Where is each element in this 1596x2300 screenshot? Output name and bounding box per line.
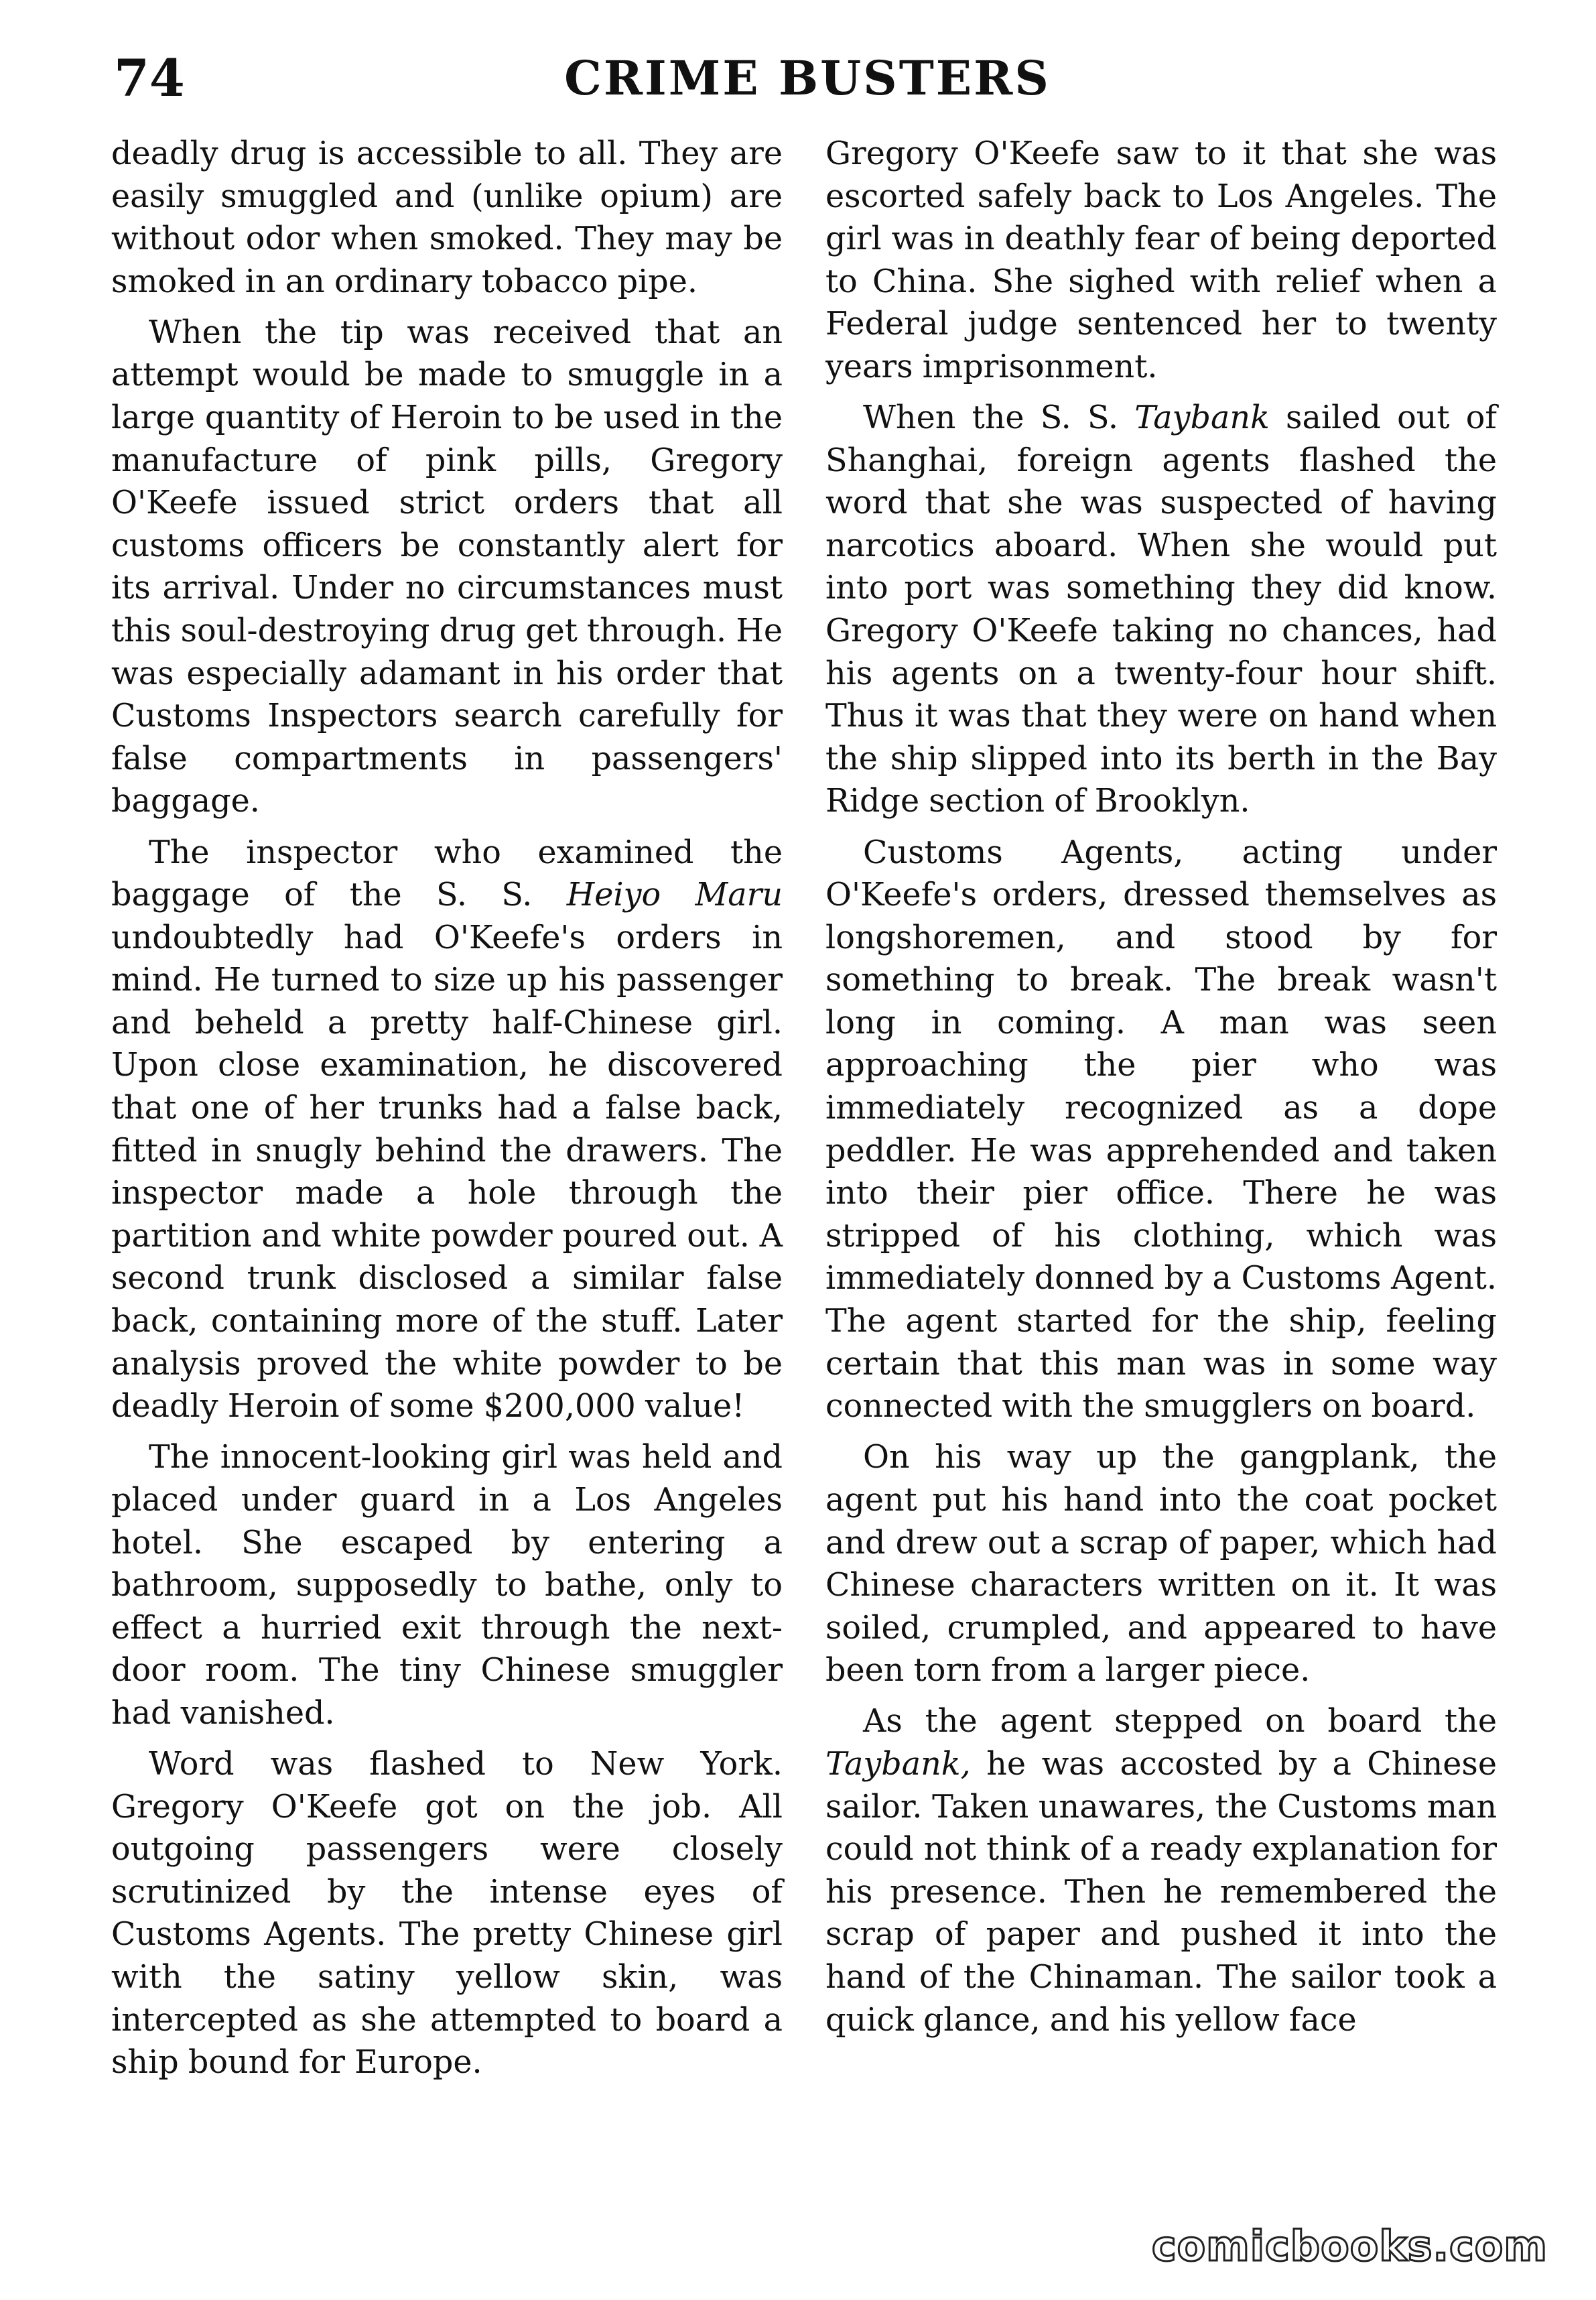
right-paragraph-5-start: As the agent stepped on board the	[863, 1703, 1497, 1740]
right-paragraph-5	[825, 1700, 1497, 2041]
ship-name-taybank-2: Taybank,	[825, 1745, 971, 1783]
ship-name-heiyo-maru: Heiyo Maru	[566, 877, 783, 914]
right-paragraph-3: Customs Agents, acting under O'Keefe's orders, dressed themselves as longshoremen, and stood by for something to break. The break wasn't long in coming. A man was seen approaching the pier who was immediately recognized as a dope peddler. He was apprehended and taken into their pier office. There he was stripped of his clothing, which was immediately donned by a Customs Agent. The agent started for the ship, feeling certain that this man was in some way connected with the smugglers on board.	[825, 834, 1497, 1425]
left-paragraph-5: Word was flashed to New York. Gregory O'Keefe got on the job. All outgoing passengers were closely scrutinized by the intense eyes of Customs Agents. The pretty Chinese girl with the satiny yellow skin, was intercepted as she attempted to board a ship bound for Europe.	[111, 1745, 783, 2082]
left-paragraph-1: deadly drug is accessible to all. They are easily smuggled and (unlike opium) are without odor when smoked. They may be smoked in an ordinary tobacco pipe.	[111, 135, 783, 300]
right-paragraph-2-rest: sailed out of Shanghai, foreign agents flashed the word that she was suspected of having narcotics aboard. When she would put into port was something they did know. Gregory O'Keefe taking no chances, had his agents on a twenty-four hour shift. Thus it was that they were on hand when the ship slipped into its berth in the Bay Ridge section of Brooklyn.	[825, 399, 1498, 820]
left-column	[111, 133, 783, 2092]
left-paragraph-3	[111, 832, 783, 1428]
right-paragraph-2	[825, 397, 1497, 823]
right-paragraph-1: Gregory O'Keefe saw to it that she was escorted safely back to Los Angeles. The girl was in deathly fear of being deported to China. She sighed with relief when a Federal judge sentenced her to twenty years imprisonment.	[825, 135, 1497, 385]
right-paragraph-2-start: When the S. S.	[863, 399, 1135, 437]
right-column	[825, 133, 1497, 2050]
left-paragraph-3-rest: undoubtedly had O'Keefe's orders in mind. He turned to size up his passenger and beheld a pretty half-Chinese girl. Upon close examination, he discovered that one of her trunks had a false back, fitted in snugly behind the drawers. The inspector made a hole through the partition and white powder poured out. A second trunk disclosed a similar false back, containing more of the stuff. Later analysis proved the white powder to be deadly Heroin of some $200,000 value!	[111, 919, 783, 1425]
page-header	[114, 42, 1501, 115]
left-paragraph-3-start: The inspector who examined the baggage of the S. S.	[111, 834, 783, 914]
right-paragraph-5-rest: he was accosted by a Chinese sailor. Taken unawares, the Customs man could not think of a ready explanation for his presence. Then he remembered the scrap of paper and pushed it into the hand of the Chinaman. The sailor took a quick glance, and his yellow face	[825, 1745, 1497, 2039]
watermark: comicbooks.com	[1151, 2222, 1548, 2271]
right-paragraph-4: On his way up the gangplank, the agent put his hand into the coat pocket and drew out a scrap of paper, which had Chinese characters written on it. It was soiled, crumpled, and appeared to have been torn from a larger piece.	[825, 1439, 1497, 1689]
left-paragraph-2: When the tip was received that an attempt would be made to smuggle in a large quantity of Heroin to be used in the manufacture of pink pills, Gregory O'Keefe issued strict orders that all customs officers be constantly alert for its arrival. Under no circumstances must this soul-destroying drug get through. He was especially adamant in his order that Customs Inspectors search carefully for false compartments in passengers' baggage.	[111, 314, 783, 820]
page-number: 74	[114, 48, 185, 108]
left-paragraph-4: The innocent-looking girl was held and placed under guard in a Los Angeles hotel. She escaped by entering a bathroom, supposedly to bathe, only to effect a hurried exit through the next-door room. The tiny Chinese smuggler had vanished.	[111, 1439, 783, 1732]
ship-name-taybank: Taybank	[1134, 399, 1270, 437]
running-title: CRIME BUSTERS	[564, 50, 1051, 106]
